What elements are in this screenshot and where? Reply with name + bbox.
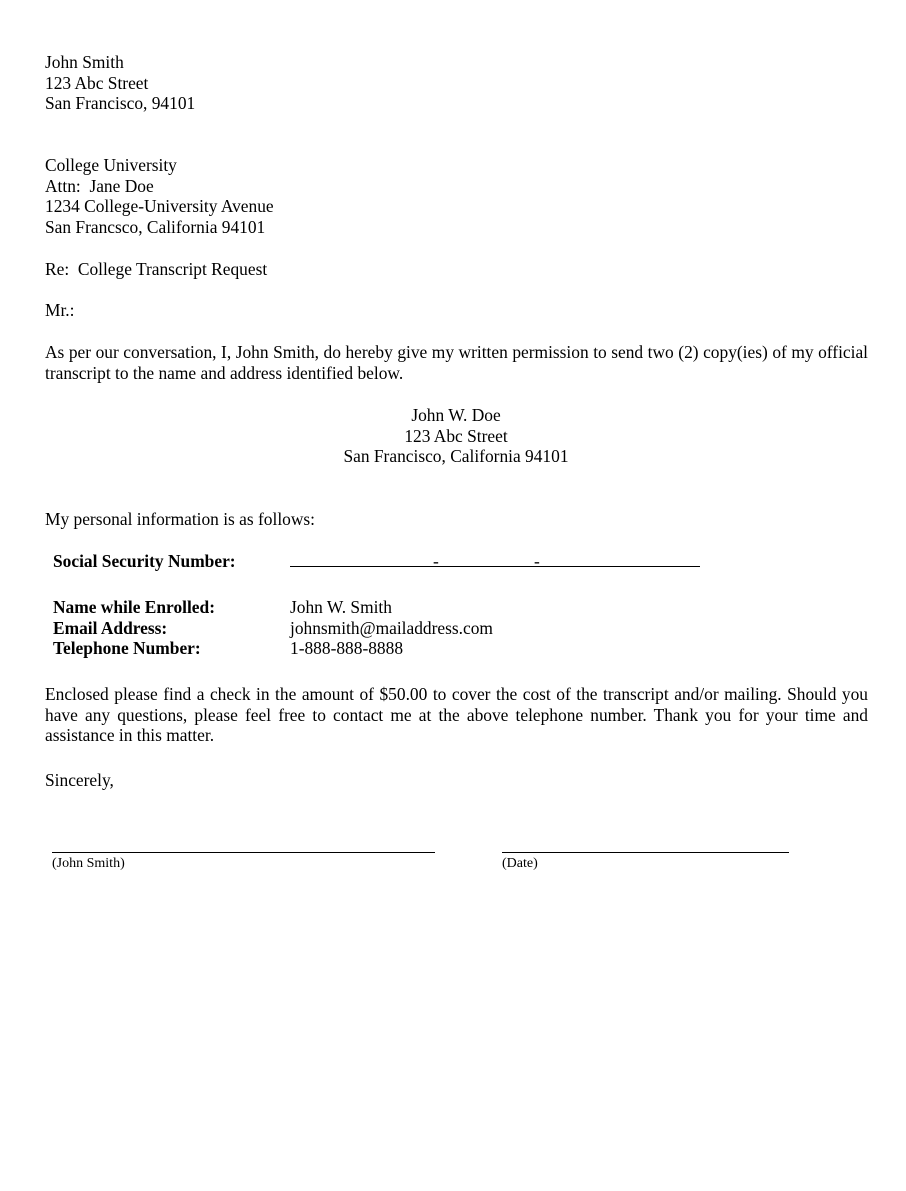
signature-caption: (John Smith) bbox=[52, 856, 125, 871]
ssn-label: Social Security Number: bbox=[53, 551, 236, 571]
subject-line bbox=[45, 259, 267, 280]
personal-info-intro bbox=[45, 509, 315, 530]
destination-name: John W. Doe bbox=[411, 405, 501, 425]
sender-street: 123 Abc Street bbox=[45, 72, 149, 93]
phone-value: 1-888-888-8888 bbox=[290, 638, 404, 659]
info-row-name bbox=[53, 597, 493, 618]
email-label: Email Address: bbox=[53, 617, 168, 638]
recipient-address bbox=[45, 155, 274, 238]
ssn-fields bbox=[290, 551, 700, 572]
recipient-attn: Attn: Jane Doe bbox=[45, 175, 154, 196]
sender-address bbox=[45, 52, 195, 114]
personal-info-intro-text: My personal information is as follows: bbox=[45, 509, 316, 529]
destination-city: San Francisco, California 94101 bbox=[343, 446, 569, 467]
body-paragraph-2: Enclosed please find a check in the amount of $50.00 to cover the cost of the transcript and/or mailing. Should you have any questions, please feel free to contact me at the above telephone number. Thank you for your time and assistance in this matter. bbox=[45, 684, 868, 746]
recipient-street: 1234 College-University Avenue bbox=[45, 196, 274, 217]
date-caption: (Date) bbox=[502, 856, 538, 871]
ssn-part-3-blank[interactable] bbox=[539, 551, 700, 567]
email-value: johnsmith@mailaddress.com bbox=[290, 617, 493, 638]
signature-line[interactable] bbox=[52, 852, 435, 853]
body-paragraph-1: As per our conversation, I, John Smith, do hereby give my written permission to send two (2) copy(ies) of my official transcript to the name and address identified below. bbox=[45, 342, 868, 383]
ssn-row bbox=[53, 551, 700, 572]
subject-text: Re: College Transcript Request bbox=[45, 259, 268, 279]
salutation-text: Mr.: bbox=[45, 300, 75, 320]
personal-info-table bbox=[53, 597, 493, 659]
closing-text: Sincerely, bbox=[45, 770, 114, 790]
ssn-separator-1: - bbox=[433, 551, 439, 571]
ssn-separator-2: - bbox=[534, 551, 540, 571]
destination-address bbox=[0, 405, 906, 467]
date-line[interactable] bbox=[502, 852, 789, 853]
destination-street: 123 Abc Street bbox=[404, 425, 508, 446]
ssn-part-1-blank[interactable] bbox=[290, 551, 433, 567]
ssn-part-2-blank[interactable] bbox=[438, 551, 534, 567]
salutation bbox=[45, 300, 74, 321]
recipient-org: College University bbox=[45, 155, 177, 175]
sender-name: John Smith bbox=[45, 52, 124, 72]
name-value: John W. Smith bbox=[290, 597, 392, 617]
sender-city: San Francisco, 94101 bbox=[45, 93, 196, 114]
info-row-phone bbox=[53, 638, 493, 659]
closing bbox=[45, 770, 114, 791]
recipient-city: San Francsco, California 94101 bbox=[45, 217, 266, 238]
phone-label: Telephone Number: bbox=[53, 638, 201, 659]
info-row-email bbox=[53, 618, 493, 639]
name-label: Name while Enrolled: bbox=[53, 597, 215, 617]
